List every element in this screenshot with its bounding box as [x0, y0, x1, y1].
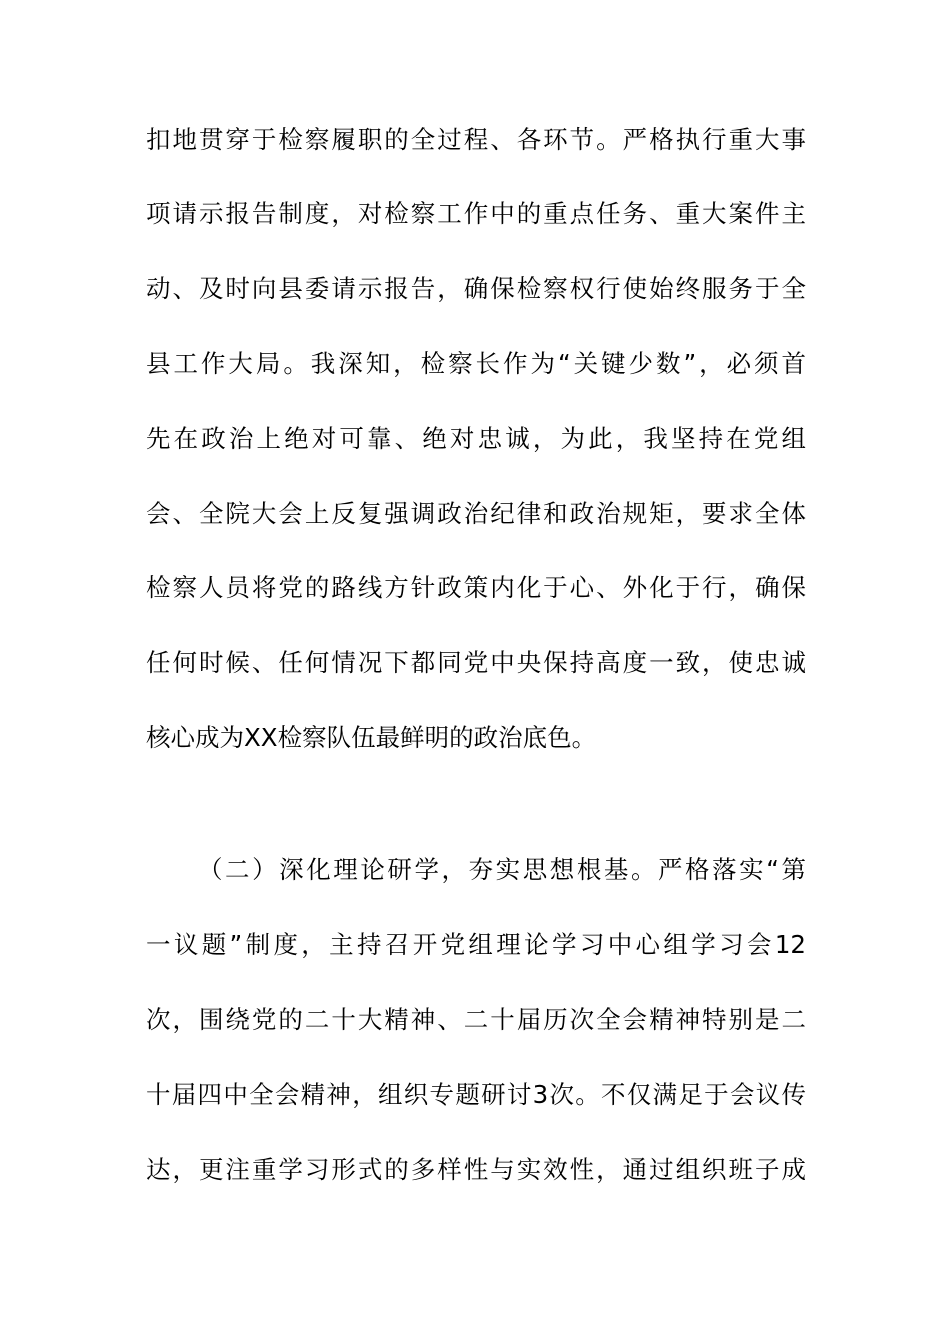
text-line: 动、及时向县委请示报告，确保检察权行使始终服务于全: [146, 274, 806, 303]
text-line: 检察人员将党的路线方针政策内化于心、外化于行，确保: [146, 573, 806, 602]
text-line: 扣地贯穿于检察履职的全过程、各环节。严格执行重大事: [146, 125, 806, 154]
text-line: 项请示报告制度，对检察工作中的重点任务、重大案件主: [146, 199, 806, 228]
text-line: 任何时候、任何情况下都同党中央保持高度一致，使忠诚: [146, 648, 806, 677]
text-line: 次，围绕党的二十大精神、二十届历次全会精神特别是二: [146, 1005, 806, 1034]
text-line: 达，更注重学习形式的多样性与实效性，通过组织班子成: [146, 1155, 806, 1184]
text-line: 一议题”制度，主持召开党组理论学习中心组学习会12: [146, 930, 806, 959]
text-line: 县工作大局。我深知，检察长作为“关键少数”，必须首: [146, 349, 806, 378]
text-line: 会、全院大会上反复强调政治纪律和政治规矩，要求全体: [146, 499, 806, 528]
text-line: 十届四中全会精神，组织专题研讨3次。不仅满足于会议传: [146, 1080, 806, 1109]
text-line: （二）深化理论研学，夯实思想根基。严格落实“第: [198, 855, 806, 884]
text-line: 先在政治上绝对可靠、绝对忠诚，为此，我坚持在党组: [146, 424, 806, 453]
text-line: 核心成为XX检察队伍最鲜明的政治底色。: [146, 723, 597, 752]
